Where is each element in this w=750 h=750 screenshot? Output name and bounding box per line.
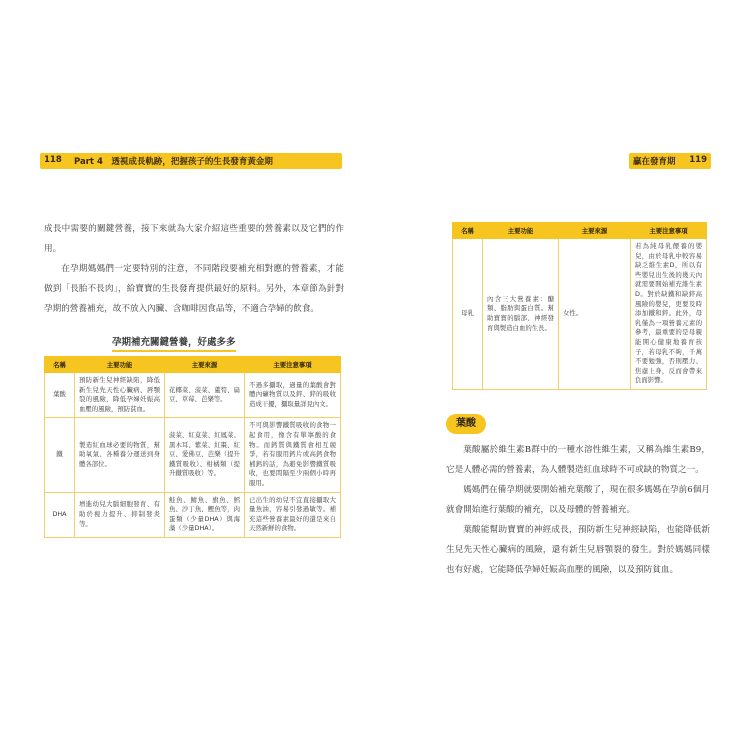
table-row (45, 492, 341, 537)
table-row (45, 373, 341, 418)
chapter-title: Part 4 透視成長軌跡，把握孩子的生長發育黃金期 (74, 157, 273, 167)
note-cell: 若為純母乳餵養的嬰兒，由於母乳中較容易缺乏維生素D，所以有些嬰兒出生後的幾天內就需要開始補充維生素D。對於缺鐵和缺鋅高風險的嬰兒，更要及時添加鐵和鋅。此外，母乳僅為一項營養元素的參考，最重要的是母親能開心健康地養育孩子，若母乳不夠，千萬不要勉強，否則壓力、焦慮上身，反而會帶來負面影響。 (631, 239, 707, 390)
left-page (40, 0, 350, 750)
right-page (400, 0, 710, 750)
note-cell: 不可與影響鐵質吸收的食物一起食用，像含有單寧酸的食物。而鈣質與鐵質會相互競爭，若有服用鈣片或高鈣食物補鈣的話，為避免影響鐵質吸收，也要間隔至少兩個小時再服用。 (245, 418, 341, 492)
table-header-row (453, 223, 707, 239)
left-page-header (40, 153, 342, 169)
function-cell: 製造紅血球必要的物質，幫助氧氣、各種養分運送到身體各部位。 (75, 418, 165, 492)
column-header: 名稱 (453, 223, 483, 239)
function-cell: 預防新生兒神經缺陷，降低新生兒先天性心臟病、唇顎裂的風險，降低孕婦妊娠高血壓的風險，預防貧血。 (75, 373, 165, 418)
page-number-left: 118 (44, 155, 62, 165)
book-title: 贏在發育期 (633, 157, 676, 167)
column-header: 主要注意事項 (245, 357, 341, 373)
table-row (45, 418, 341, 492)
source-cell: 女性。 (559, 239, 631, 390)
nutrient-name: 葉酸 (45, 373, 75, 418)
right-body-text (446, 440, 710, 580)
paragraph: 在孕期媽媽們一定要特別的注意，不同階段要補充相對應的營養素，才能做到「長胎不長肉」，給寶寶的生長發育提供最好的原料。另外，本章節為針對孕期的營養補充，故不放入內臟、含咖啡因食品等，不適合孕婦的飲食。 (44, 264, 344, 314)
nutrient-name: 鐵 (45, 418, 75, 492)
source-cell: 花椰菜、菠菜、蘆筍、扁豆、草莓、芭樂等。 (165, 373, 245, 418)
page-number-right: 119 (689, 155, 707, 165)
column-header: 名稱 (45, 357, 75, 373)
column-header: 主要功能 (75, 357, 165, 373)
table-header-row (45, 357, 341, 373)
nutrient-name: 母乳 (453, 239, 483, 390)
nutrient-name: DHA (45, 492, 75, 537)
column-header: 主要功能 (483, 223, 559, 239)
source-cell: 菠菜、紅莧菜、紅鳳菜、黑木耳、紫菜、紅棗、紅豆、愛佛豆、芭樂（提升鐵質吸收）、柑橘類（提升鐵質吸收）等。 (165, 418, 245, 492)
paragraph: 媽媽們在備孕期就要開始補充葉酸了，現在很多媽媽在孕前6個月就會開始進行葉酸的補充，以及母體的營養補充。 (446, 485, 710, 515)
left-body-text (44, 219, 344, 319)
section-title: 孕期補充關鍵營養，好處多多 (112, 334, 236, 352)
paragraph: 成長中需要的關鍵營養，接下來就為大家介紹這些重要的營養素以及它們的作用。 (44, 224, 344, 254)
note-cell: 不過多攝取，過量的葉酸會對體內礦物質以及鋅、鋅的吸收造成干擾，攝取量詳見內文。 (245, 373, 341, 418)
paragraph: 葉酸能幫助寶寶的神經成長，預防新生兒神經缺陷，也能降低新生兒先天性心臟病的風險，還有新生兒唇顎裂的發生。對於媽媽同樣也有好處，它能降低孕婦妊娠高血壓的風險，以及預防貧血。 (446, 525, 710, 575)
section-heading-badge: 葉酸 (446, 414, 486, 434)
nutrition-table (44, 356, 341, 538)
function-cell: 增進幼兒大腦細胞發育、有助於視力提升、抑制發炎等。 (75, 492, 165, 537)
right-page-header (629, 153, 711, 169)
function-cell: 內含三大營養素：醣類、脂肪與蛋白質。幫助寶寶的腦部、神經發育與製造白血的生長。 (483, 239, 559, 390)
column-header: 主要來源 (165, 357, 245, 373)
breastmilk-table (452, 222, 707, 390)
note-cell: 已出生的幼兒不宜直接攝取大量魚油，容易引發過敏等。補充這些營養素最好的還是來自天然新鮮的食物。 (245, 492, 341, 537)
column-header: 主要來源 (559, 223, 631, 239)
table-row (453, 239, 707, 390)
paragraph: 葉酸屬於維生素B群中的一種水溶性維生素，又稱為維生素B9，它是人體必需的營養素，為人體製造紅血球時不可或缺的物質之一。 (446, 445, 710, 475)
source-cell: 鮭魚、鯖魚、旗魚、鱈魚、沙丁魚、鰹魚等，肉蛋類（少量DHA）與海藻（少量DHA）。 (165, 492, 245, 537)
column-header: 主要注意事項 (631, 223, 707, 239)
